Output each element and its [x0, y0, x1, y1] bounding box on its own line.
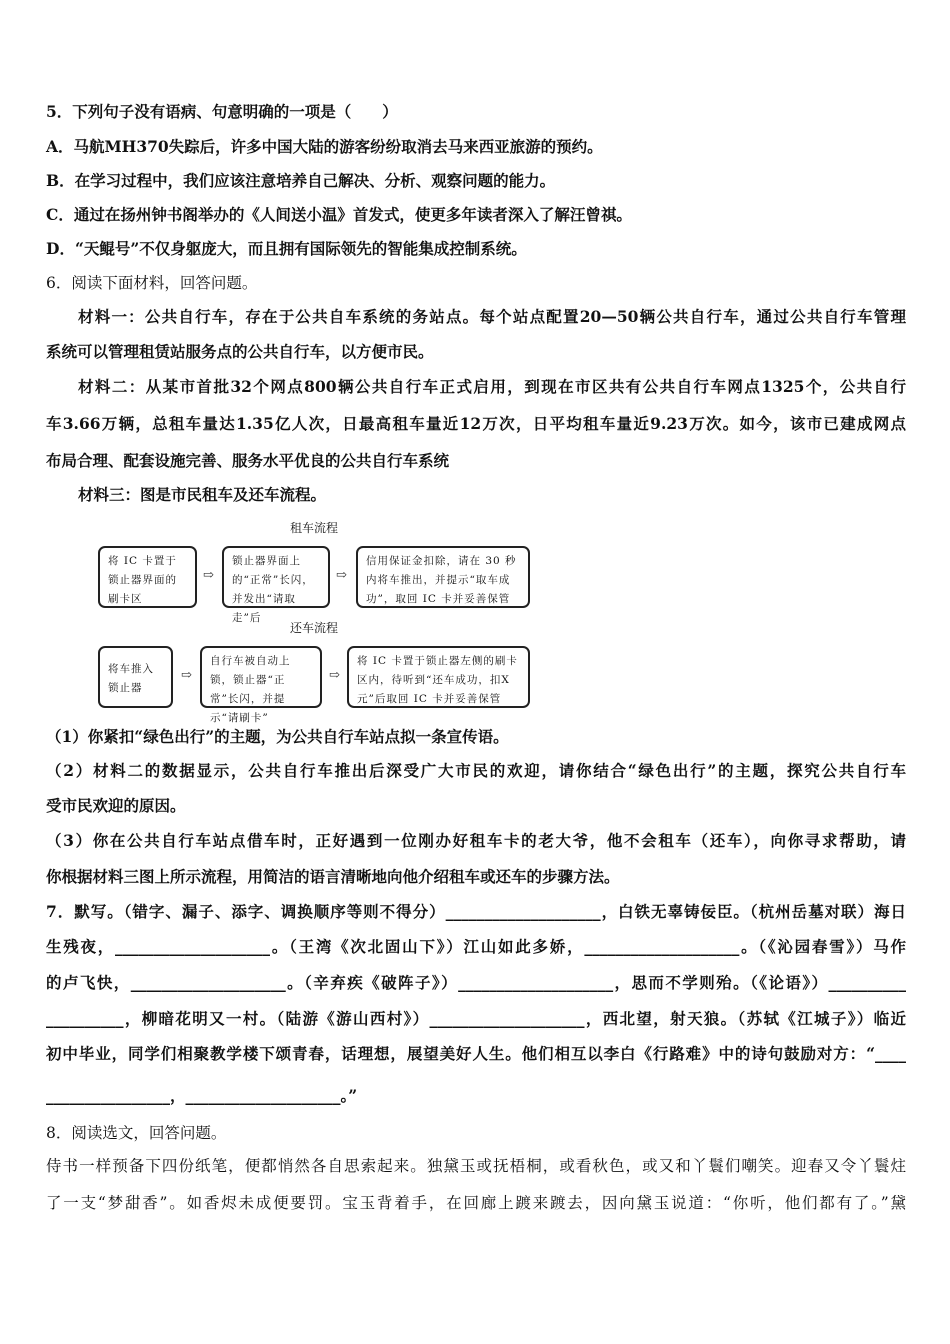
q6-sub-2: 受市民欢迎的原因。: [46, 796, 186, 815]
arrow-icon: ⇨: [329, 668, 340, 683]
q6-sub-2: （2）材料二的数据显示，公共自行车推出后深受广大市民的欢迎，请你结合“绿色出行”的主题，探究公共自行车: [46, 761, 906, 780]
q7-line: 7．默写。（错字、漏子、添字、调换顺序等则不得分）____________________，白铁无辜铸佞臣。（杭州岳墓对联）海日: [46, 902, 906, 921]
rent-step-3: 信用保证金扣除，请在 30 秒内将车推出，并提示“取车成功”，取回 IC 卡并妥善保管: [356, 546, 530, 608]
material-2-line: 布局合理、配套设施完善、服务水平优良的公共自行车系统: [46, 451, 450, 470]
arrow-icon: ⇨: [336, 568, 347, 583]
q6-stem: 6．阅读下面材料，回答问题。: [46, 274, 258, 292]
return-step-2: 自行车被自动上锁，锁止器“正常”长闪，并提示“请刷卡”: [200, 646, 322, 708]
rent-step-1: 将 IC 卡置于锁止器界面的刷卡区: [98, 546, 197, 608]
material-2-line: 材料二：从某市首批32个网点800辆公共自行车正式启用，到现在市区共有公共自行车网点1325个，公共自行: [78, 377, 906, 396]
material-1-line: 材料一：公共自行车，存在于公共自车系统的务站点。每个站点配置20—50辆公共自行车，通过公共自行车管理: [78, 307, 906, 326]
q7-line: __________，柳暗花明又一村。（陆游《游山西村》）____________________，西北望，射天狼。（苏轼《江城子》）临近: [46, 1009, 906, 1028]
return-step-1: 将车推入锁止器: [98, 646, 173, 708]
arrow-icon: ⇨: [181, 668, 192, 683]
return-flow-title: 还车流程: [290, 621, 339, 635]
q6-sub-1: （1）你紧扣“绿色出行”的主题，为公共自行车站点拟一条宣传语。: [46, 727, 509, 746]
material-3-line: 材料三：图是市民租车及还车流程。: [78, 485, 327, 504]
q8-passage-line: 了一支“梦甜香”。如香烬未成便要罚。宝玉背着手，在回廊上踱来踱去，因向黛玉说道：“你听，他们都有了。”黛: [46, 1194, 906, 1212]
rent-flow-title: 租车流程: [290, 521, 339, 535]
q7-line: ________________，____________________。”: [46, 1086, 358, 1105]
q8-passage-line: 侍书一样预备下四份纸笔，便都悄然各自思索起来。独黛玉或抚梧桐，或看秋色，或又和丫鬟们嘲笑。迎春又令丫鬟炷: [46, 1157, 906, 1175]
q5-option-d: D．“天鲲号”不仅身躯庞大，而且拥有国际领先的智能集成控制系统。: [46, 239, 527, 258]
q7-line: 生残夜，____________________。（王湾《次北固山下》）江山如此多娇，____________________。（《沁园春雪》）马作: [46, 937, 906, 956]
q6-sub-3: 你根据材料三图上所示流程，用简洁的语言清晰地向他介绍租车或还车的步骤方法。: [46, 867, 620, 886]
q7-line: 初中毕业，同学们相聚教学楼下颂青春，话理想，展望美好人生。他们相互以李白《行路难》中的诗句鼓励对方：“____: [46, 1044, 906, 1063]
material-2-line: 车3.66万辆，总租车量达1.35亿人次，日最高租车量近12万次，日平均租车量近9.23万次。如今，该市已建成网点: [46, 414, 906, 433]
rent-step-2: 锁止器界面上的“正常”长闪，并发出“请取走”后: [222, 546, 330, 608]
q6-sub-3: （3）你在公共自行车站点借车时，正好遇到一位刚办好租车卡的老大爷，他不会租车（还车），向你寻求帮助，请: [46, 831, 906, 850]
q8-stem: 8．阅读选文，回答问题。: [46, 1124, 227, 1142]
arrow-icon: ⇨: [203, 568, 214, 583]
q7-line: 的卢飞快，____________________。（辛弃疾《破阵子》）____________________，思而不学则殆。（《论语》）__________: [46, 973, 906, 992]
q5-option-a: A．马航MH370失踪后，许多中国大陆的游客纷纷取消去马来西亚旅游的预约。: [46, 137, 603, 156]
material-1-line: 系统可以管理租赁站服务点的公共自行车，以方便市民。: [46, 342, 434, 361]
q5-option-c: C．通过在扬州钟书阁举办的《人间送小温》首发式，使更多年读者深入了解汪曾祺。: [46, 205, 632, 224]
q5-stem: 5．下列句子没有语病、句意明确的一项是（ ）: [46, 102, 398, 121]
q5-option-b: B．在学习过程中，我们应该注意培养自己解决、分析、观察问题的能力。: [46, 171, 556, 190]
return-step-3: 将 IC 卡置于锁止器左侧的刷卡区内，待听到“还车成功，扣X元”后取回 IC 卡并妥善保管: [347, 646, 530, 708]
